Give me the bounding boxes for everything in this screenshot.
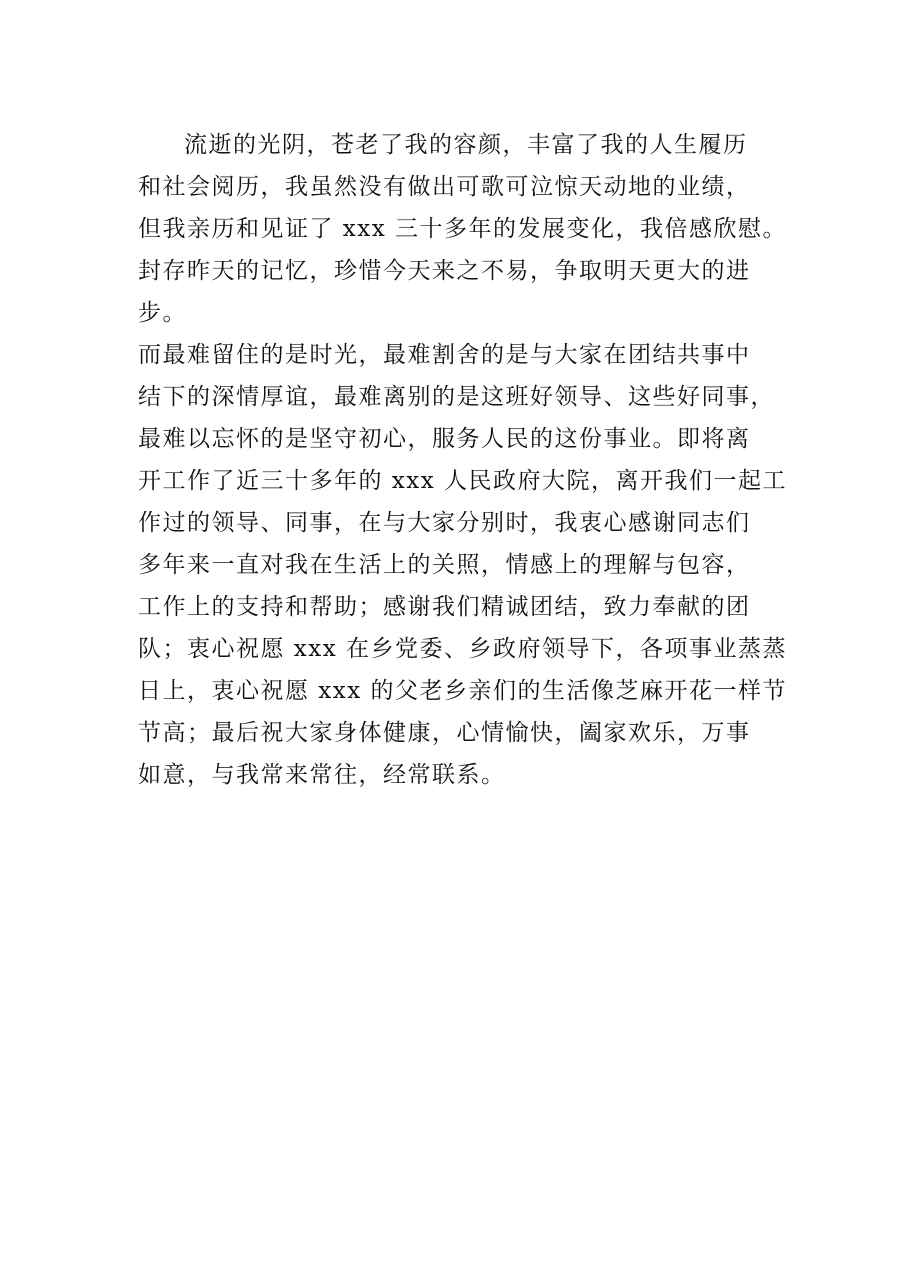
text-line: 节高；最后祝大家身体健康，心情愉快，阖家欢乐，万事 [138,720,751,746]
text-line: 流逝的光阴，苍老了我的容颜，丰富了我的人生履历 [184,132,748,158]
paragraph-2 [138,334,798,796]
text-line: 开工作了近三十多年的 xxx 人民政府大院，离开我们一起工 [138,468,788,494]
text-line: 但我亲历和见证了 xxx 三十多年的发展变化，我倍感欣慰。 [138,216,788,242]
paragraph-1 [138,124,798,334]
text-line: 日上，衷心祝愿 xxx 的父老乡亲们的生活像芝麻开花一样节 [138,678,788,704]
text-line: 多年来一直对我在生活上的关照，情感上的理解与包容， [138,552,751,578]
text-line: 最难以忘怀的是坚守初心，服务人民的这份事业。即将离 [138,426,751,452]
text-line: 队；衷心祝愿 xxx 在乡党委、乡政府领导下，各项事业蒸蒸 [138,636,788,662]
text-line: 如意，与我常来常往，经常联系。 [138,762,506,788]
text-line: 步。 [138,300,187,326]
text-line: 而最难留住的是时光，最难割舍的是与大家在团结共事中 [138,342,751,368]
text-line: 和社会阅历，我虽然没有做出可歌可泣惊天动地的业绩， [138,174,751,200]
text-line: 结下的深情厚谊，最难离别的是这班好领导、这些好同事， [138,384,775,410]
text-line: 工作上的支持和帮助；感谢我们精诚团结，致力奉献的团 [138,594,751,620]
document-body [138,124,798,796]
text-line: 封存昨天的记忆，珍惜今天来之不易，争取明天更大的进 [138,258,751,284]
text-line: 作过的领导、同事，在与大家分别时，我衷心感谢同志们 [138,510,751,536]
